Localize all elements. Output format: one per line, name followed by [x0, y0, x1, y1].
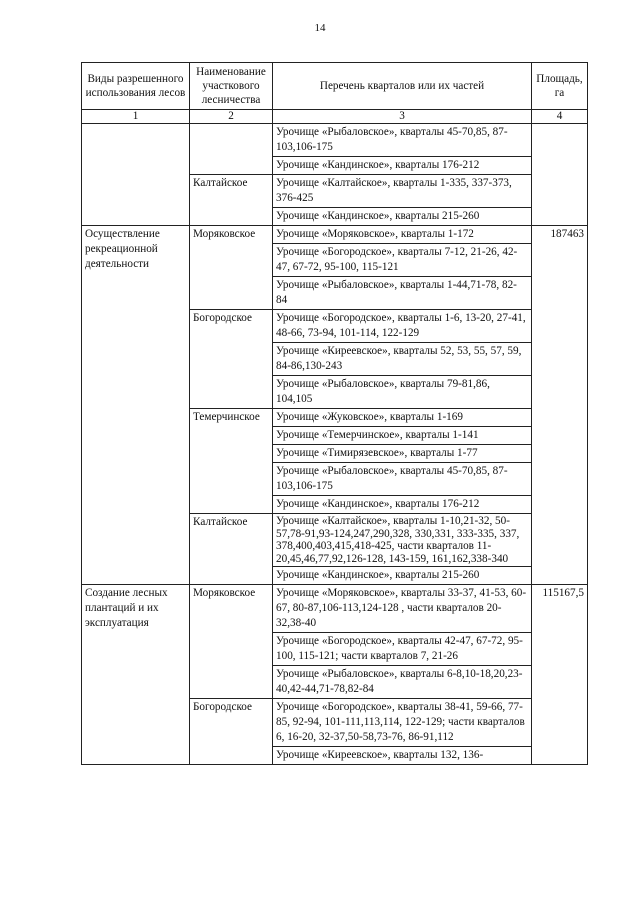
column-number: 2: [190, 110, 273, 124]
quarters-cell: Урочище «Жуковское», кварталы 1-169: [273, 409, 532, 427]
column-number: 4: [532, 110, 588, 124]
column-number: 3: [273, 110, 532, 124]
page-number: 14: [314, 22, 326, 34]
forestry-name-cell: Моряковское: [190, 585, 273, 699]
forest-use-table: [81, 62, 588, 765]
use-type-cell: Создание лесных плантаций и их эксплуатация: [82, 585, 190, 765]
quarters-cell: Урочище «Богородское», кварталы 7-12, 21-26, 42-47, 67-72, 95-100, 115-121: [273, 244, 532, 277]
header-forestry-name: Наименование участкового лесничества: [190, 63, 273, 110]
quarters-cell: Урочище «Рыбаловское», кварталы 79-81,86, 104,105: [273, 376, 532, 409]
table-row: [82, 124, 588, 157]
quarters-cell: Урочище «Рыбаловское», кварталы 45-70,85, 87-103,106-175: [273, 463, 532, 496]
column-number: 1: [82, 110, 190, 124]
area-cell: 187463: [532, 226, 588, 585]
column-number-row: [82, 110, 588, 124]
quarters-cell: Урочище «Богородское», кварталы 1-6, 13-20, 27-41, 48-66, 73-94, 101-114, 122-129: [273, 310, 532, 343]
header-area: Площадь, га: [532, 63, 588, 110]
forestry-name-cell: Калтайское: [190, 514, 273, 585]
quarters-cell: Урочище «Моряковское», кварталы 1-172: [273, 226, 532, 244]
forestry-name-cell: Калтайское: [190, 175, 273, 226]
quarters-cell: Урочище «Киреевское», кварталы 132, 136-: [273, 747, 532, 765]
quarters-cell: Урочище «Тимирязевское», кварталы 1-77: [273, 445, 532, 463]
quarters-cell: Урочище «Кандинское», кварталы 176-212: [273, 496, 532, 514]
quarters-cell: Урочище «Темерчинское», кварталы 1-141: [273, 427, 532, 445]
quarters-cell: Урочище «Кандинское», кварталы 176-212: [273, 157, 532, 175]
table-row: [82, 226, 588, 244]
forestry-name-cell: [190, 124, 273, 175]
quarters-cell: Урочище «Рыбаловское», кварталы 1-44,71-78, 82-84: [273, 277, 532, 310]
quarters-cell: Урочище «Кандинское», кварталы 215-260: [273, 208, 532, 226]
area-cell: 115167,5: [532, 585, 588, 765]
forestry-name-cell: Темерчинское: [190, 409, 273, 514]
quarters-cell: Урочище «Рыбаловское», кварталы 6-8,10-18,20,23-40,42-44,71-78,82-84: [273, 666, 532, 699]
forestry-name-cell: Богородское: [190, 699, 273, 765]
table-row: [82, 585, 588, 633]
quarters-cell: Урочище «Богородское», кварталы 38-41, 59-66, 77-85, 92-94, 101-111,113,114, 122-129; части кварталов 6, 16-20, 32-37,50-58,73-76, 86-91,112: [273, 699, 532, 747]
forestry-name-cell: Моряковское: [190, 226, 273, 310]
use-type-cell: Осуществление рекреационной деятельности: [82, 226, 190, 585]
header-quarters-list: Перечень кварталов или их частей: [273, 63, 532, 110]
table-header-row: [82, 63, 588, 110]
use-type-cell: [82, 124, 190, 226]
forestry-name-cell: Богородское: [190, 310, 273, 409]
area-cell: [532, 124, 588, 226]
quarters-cell: Урочище «Калтайское», кварталы 1-335, 337-373, 376-425: [273, 175, 532, 208]
header-use-type: Виды разрешенного использования лесов: [82, 63, 190, 110]
quarters-cell: Урочище «Калтайское», кварталы 1-10,21-32, 50-57,78-91,93-124,247,290,328, 330,331, 333-335, 337, 378,400,403,415,418-425, части кварталов 11-20,45,46,77,92,126-128, 143-159, 161,162,338-340: [273, 514, 532, 567]
quarters-cell: Урочище «Кандинское», кварталы 215-260: [273, 567, 532, 585]
quarters-cell: Урочище «Киреевское», кварталы 52, 53, 55, 57, 59, 84-86,130-243: [273, 343, 532, 376]
quarters-cell: Урочище «Богородское», кварталы 42-47, 67-72, 95-100, 115-121; части кварталов 7, 21-26: [273, 633, 532, 666]
quarters-cell: Урочище «Рыбаловское», кварталы 45-70,85, 87-103,106-175: [273, 124, 532, 157]
quarters-cell: Урочище «Моряковское», кварталы 33-37, 41-53, 60-67, 80-87,106-113,124-128 , части кварталов 20-32,38-40: [273, 585, 532, 633]
